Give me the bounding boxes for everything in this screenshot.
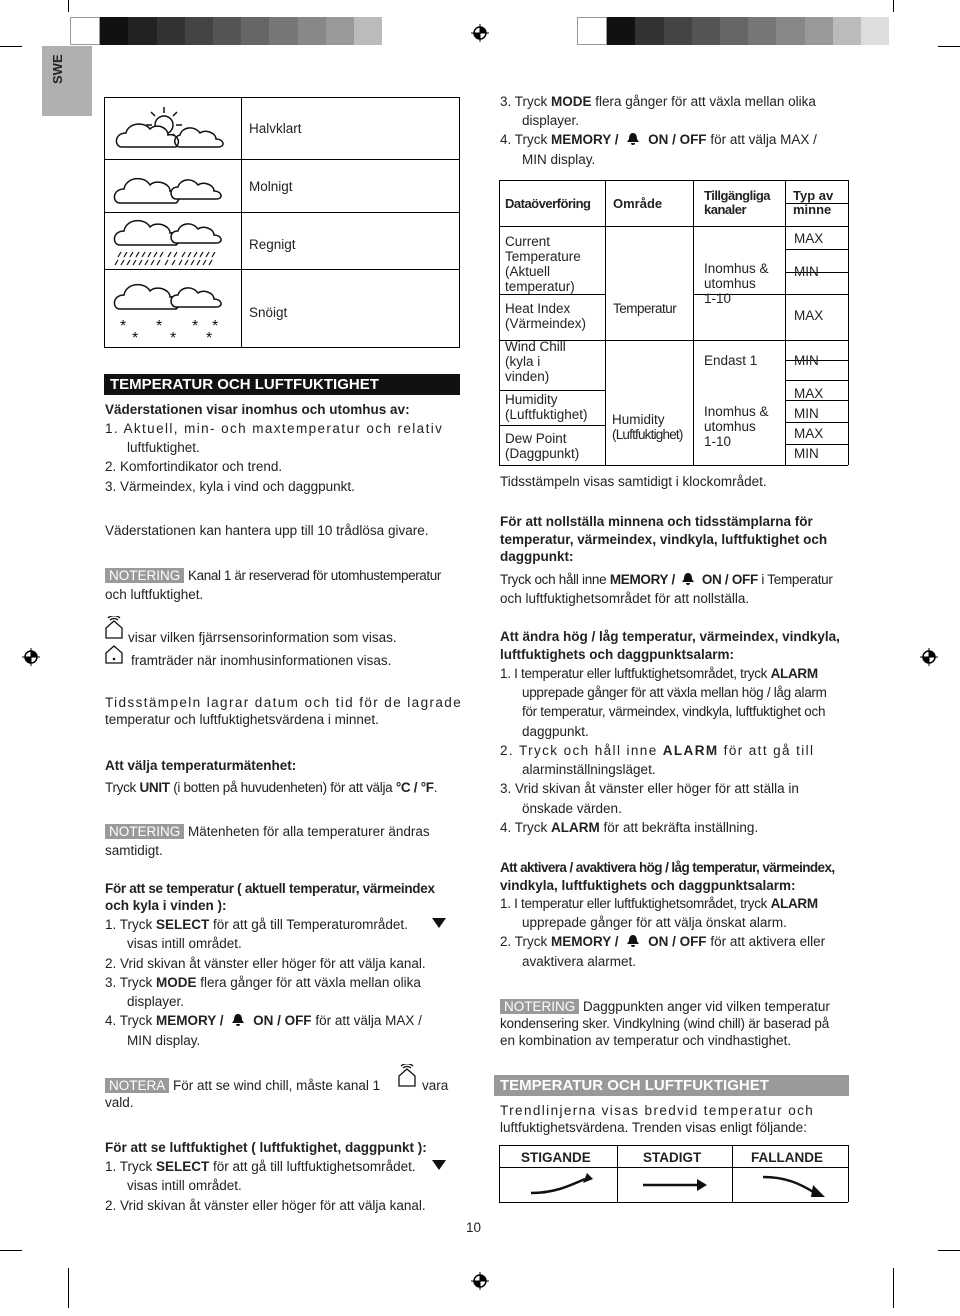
section-title-bar: TEMPERATUR OCH LUFTFUKTIGHET	[104, 374, 460, 395]
crop-mark	[68, 0, 69, 12]
weather-label: Regnigt	[249, 237, 296, 252]
crop-mark	[893, 1268, 894, 1308]
trend-table	[499, 1145, 848, 1202]
svg-text:*: *	[192, 318, 199, 335]
note-tag: NOTERING	[500, 999, 579, 1014]
registration-mark-icon	[920, 648, 938, 666]
table-header: Område	[613, 196, 663, 211]
note-tag: NOTERING	[105, 824, 184, 839]
intro-item: luftfuktighet.	[127, 440, 200, 455]
table-cell: Heat Index (Värmeindex)	[505, 301, 587, 331]
rising-arrow-icon	[527, 1171, 597, 1199]
note-4: NOTERING Daggpunkten anger vid vilken temperatur	[500, 997, 830, 1016]
table-cell: MAX	[794, 386, 824, 401]
alarm-step-1: 1. I temperatur eller luftfuktighetsområdet, tryck ALARM	[500, 666, 818, 681]
steady-arrow-icon	[639, 1173, 709, 1197]
hum-heading: För att se luftfuktighet ( luftfuktighet, daggpunkt ):	[105, 1140, 427, 1155]
table-cell: MAX	[794, 426, 824, 441]
language-tab: SWE	[42, 46, 92, 116]
svg-text:*: *	[120, 318, 127, 335]
crop-mark	[938, 46, 960, 47]
table-cell: Humidity (Luftfuktighet)	[612, 412, 683, 442]
bell-icon	[626, 934, 640, 948]
rainy-icon	[112, 215, 232, 267]
table-cell: Inomhus & utomhus 1-10	[704, 404, 769, 449]
table-cell: Current Temperature (Aktuell temperatur)	[505, 234, 581, 294]
bell-icon	[626, 132, 640, 146]
svg-text:*: *	[170, 330, 177, 345]
reset-text: Tryck och håll inne MEMORY / ON / OFF i Temperatur	[500, 572, 833, 587]
indoor-text: framträder när inomhusinformationen visas.	[131, 653, 392, 668]
svg-text:*: *	[156, 318, 163, 335]
crop-mark	[0, 1250, 22, 1251]
table-header: STADIGT	[643, 1150, 702, 1165]
top-step-4: 4. Tryck MEMORY / ON / OFF för att välja MAX /	[500, 132, 817, 147]
snowy-icon	[112, 273, 232, 345]
intro-item: 3. Värmeindex, kyla i vind och daggpunkt.	[105, 479, 355, 494]
intro-heading: Väderstationen visar inomhus och utomhus av:	[105, 402, 410, 417]
alarm-step-3: 3. Vrid skivan åt vänster eller höger för att ställa in	[500, 781, 799, 796]
table-header: FALLANDE	[751, 1150, 823, 1165]
svg-text:*: *	[132, 330, 139, 345]
table-cell: Humidity (Luftfuktighet)	[505, 392, 588, 422]
table-cell: Temperatur	[613, 301, 677, 316]
hum-step-2: 2. Vrid skivan åt vänster eller höger för att välja kanal.	[105, 1198, 426, 1213]
activate-heading: Att aktivera / avaktivera hög / låg temperatur, värmeindex,	[500, 860, 835, 875]
activate-step-2: 2. Tryck MEMORY / ON / OFF för att aktivera eller	[500, 934, 826, 949]
unit-heading: Att välja temperaturmätenhet:	[105, 758, 297, 773]
color-bar-right	[577, 17, 889, 45]
table-header: STIGANDE	[521, 1150, 591, 1165]
timestamp-text: Tidsstämpeln lagrar datum och tid för de lagrade	[105, 695, 463, 710]
note-tag: NOTERA	[105, 1078, 169, 1093]
bell-icon	[231, 1013, 245, 1027]
triangle-down-icon	[432, 917, 446, 929]
remote-sensor-icon	[103, 616, 125, 640]
weather-table	[104, 97, 460, 347]
partly-cloudy-icon	[112, 103, 232, 155]
crop-mark	[68, 1268, 69, 1308]
temp-step-4: 4. Tryck MEMORY / ON / OFF för att välja MAX /	[105, 1013, 422, 1028]
weather-label: Halvklart	[249, 121, 302, 136]
table-cell: MIN	[794, 446, 819, 461]
table-cell: MAX	[794, 308, 824, 323]
sensors-text: Väderstationen kan hantera upp till 10 trådlösa givare.	[105, 523, 429, 538]
table-cell: MAX	[794, 231, 824, 246]
intro-item: 2. Komfortindikator och trend.	[105, 459, 283, 474]
crop-mark	[893, 0, 894, 12]
note-tag: NOTERING	[105, 568, 184, 583]
temp-heading: För att se temperatur ( aktuell temperatur, värmeindex	[105, 881, 435, 896]
temp-step-3: 3. Tryck MODE flera gånger för att växla mellan olika	[105, 975, 421, 990]
hum-step-1: 1. Tryck SELECT för att gå till luftfuktighetsområdet.	[105, 1159, 416, 1174]
memory-table	[499, 180, 848, 465]
table-header: Typ av minne	[793, 188, 834, 217]
table-cell: Endast 1	[704, 353, 758, 368]
temp-step-2: 2. Vrid skivan åt vänster eller höger för att välja kanal.	[105, 956, 426, 971]
table-note: Tidsstämpeln visas samtidigt i klockområdet.	[500, 474, 767, 489]
registration-mark-icon	[471, 24, 489, 42]
trend-text: Trendlinjerna visas bredvid temperatur och	[500, 1103, 815, 1118]
svg-text:*: *	[206, 330, 213, 345]
table-cell: MIN	[794, 264, 819, 279]
page-number: 10	[466, 1220, 482, 1235]
weather-label: Molnigt	[249, 179, 293, 194]
registration-mark-icon	[22, 648, 40, 666]
intro-item: 1. Aktuell, min- och maxtemperatur och relativ	[105, 421, 444, 436]
falling-arrow-icon	[759, 1171, 829, 1199]
bell-icon	[681, 572, 695, 586]
table-header: Dataöverföring	[505, 196, 591, 211]
crop-mark	[938, 1250, 960, 1251]
color-bar-left	[70, 17, 382, 45]
triangle-down-icon	[432, 1159, 446, 1171]
table-cell: Wind Chill (kyla i vinden)	[505, 339, 566, 384]
top-step-3: 3. Tryck MODE flera gånger för att växla mellan olika	[500, 94, 816, 109]
table-cell: MIN	[794, 353, 819, 368]
cloudy-icon	[112, 163, 232, 209]
table-header: Tillgängliga kanaler	[704, 188, 770, 217]
remote-text: visar vilken fjärrsensorinformation som visas.	[128, 630, 397, 645]
unit-text: Tryck UNIT (i botten på huvudenheten) för att välja °C / °F.	[105, 780, 438, 795]
note-2: NOTERING Mätenheten för alla temperaturer ändras	[105, 822, 430, 841]
trend-title-bar: TEMPERATUR OCH LUFTFUKTIGHET	[494, 1075, 849, 1096]
crop-mark	[0, 46, 22, 47]
note-1: NOTERING Kanal 1 är reserverad för utomhustemperatur	[105, 566, 441, 585]
alarm-heading: Att ändra hög / låg temperatur, värmeindex, vindkyla,	[500, 629, 840, 644]
registration-mark-icon	[471, 1272, 489, 1290]
indoor-icon	[103, 644, 125, 664]
alarm-step-2: 2. Tryck och håll inne ALARM för att gå till	[500, 743, 815, 758]
activate-step-1: 1. I temperatur eller luftfuktighetsområdet, tryck ALARM	[500, 896, 818, 911]
note-3: NOTERA För att se wind chill, måste kanal 1	[105, 1076, 380, 1095]
table-cell: Dew Point (Daggpunkt)	[505, 431, 580, 461]
remote-sensor-icon	[396, 1064, 418, 1088]
alarm-step-4: 4. Tryck ALARM för att bekräfta inställning.	[500, 820, 759, 835]
reset-heading: För att nollställa minnena och tidsstämplarna för	[500, 514, 813, 529]
temp-step-1: 1. Tryck SELECT för att gå till Temperaturområdet.	[105, 917, 408, 932]
svg-text:*: *	[212, 318, 219, 335]
table-cell: Inomhus & utomhus 1-10	[704, 261, 769, 306]
table-cell: MIN	[794, 406, 819, 421]
weather-label: Snöigt	[249, 305, 288, 320]
